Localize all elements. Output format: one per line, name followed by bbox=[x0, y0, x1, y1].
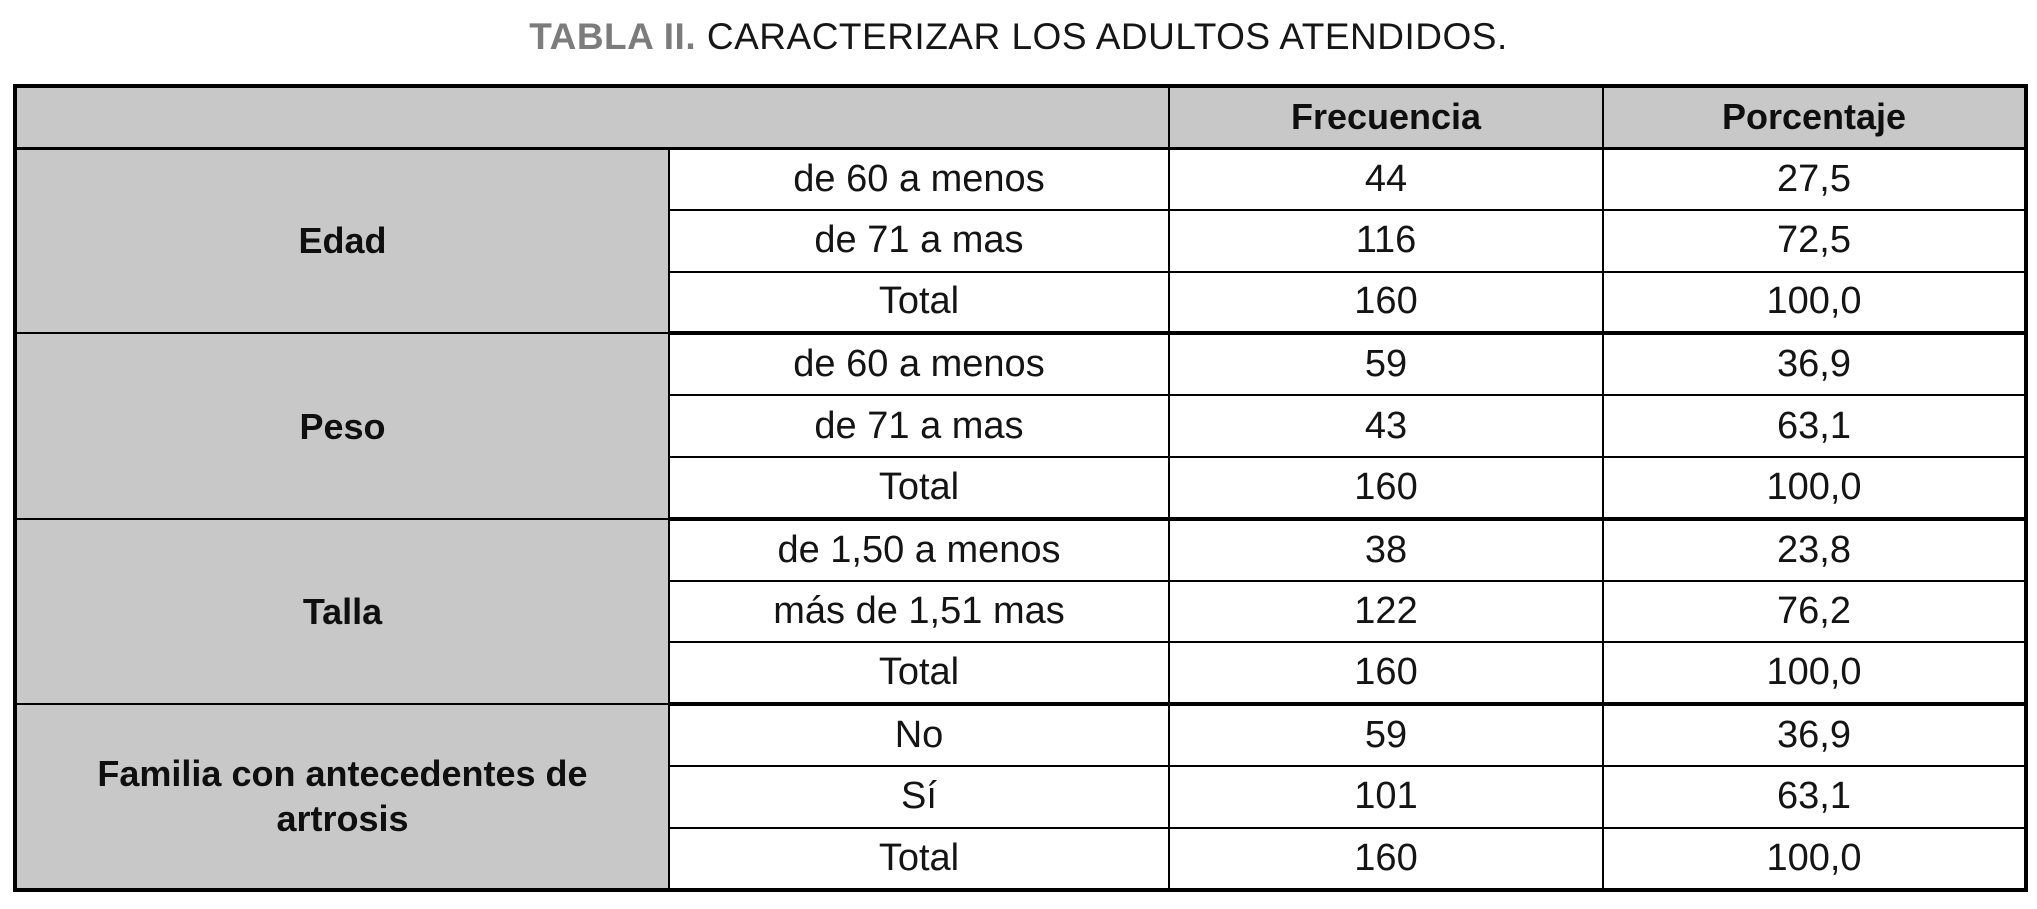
frequency-cell: 59 bbox=[1169, 704, 1603, 766]
table-row bbox=[15, 704, 2026, 766]
table-title bbox=[0, 16, 2037, 58]
group-label-talla: Talla bbox=[15, 519, 669, 704]
header-empty-cell bbox=[15, 86, 1169, 148]
category-cell: de 71 a mas bbox=[669, 210, 1169, 272]
category-cell: de 60 a menos bbox=[669, 333, 1169, 395]
frequency-cell: 38 bbox=[1169, 519, 1603, 581]
table-row bbox=[15, 148, 2026, 210]
frequency-cell: 160 bbox=[1169, 457, 1603, 519]
percentage-cell: 36,9 bbox=[1603, 704, 2026, 766]
group-label-familia-antecedentes: Familia con antecedentes de artrosis bbox=[15, 704, 669, 889]
table-row bbox=[15, 333, 2026, 395]
percentage-cell: 27,5 bbox=[1603, 148, 2026, 210]
percentage-cell: 100,0 bbox=[1603, 828, 2026, 890]
header-row bbox=[15, 86, 2026, 148]
percentage-cell: 63,1 bbox=[1603, 766, 2026, 828]
percentage-cell: 72,5 bbox=[1603, 210, 2026, 272]
category-cell: de 60 a menos bbox=[669, 148, 1169, 210]
group-label-edad: Edad bbox=[15, 148, 669, 333]
frequency-cell: 44 bbox=[1169, 148, 1603, 210]
group-label-peso: Peso bbox=[15, 333, 669, 518]
category-cell: de 71 a mas bbox=[669, 395, 1169, 457]
table-title-number: TABLA II. bbox=[529, 16, 697, 57]
category-cell: Total bbox=[669, 272, 1169, 334]
frequency-cell: 43 bbox=[1169, 395, 1603, 457]
category-cell: No bbox=[669, 704, 1169, 766]
table-row bbox=[15, 519, 2026, 581]
category-cell: Total bbox=[669, 642, 1169, 704]
category-cell: Sí bbox=[669, 766, 1169, 828]
characterization-table bbox=[13, 84, 2028, 892]
percentage-cell: 23,8 bbox=[1603, 519, 2026, 581]
category-cell: Total bbox=[669, 828, 1169, 890]
percentage-cell: 100,0 bbox=[1603, 457, 2026, 519]
table-title-caption: CARACTERIZAR LOS ADULTOS ATENDIDOS. bbox=[706, 16, 1508, 57]
percentage-cell: 100,0 bbox=[1603, 272, 2026, 334]
category-cell: de 1,50 a menos bbox=[669, 519, 1169, 581]
category-cell: Total bbox=[669, 457, 1169, 519]
category-cell: más de 1,51 mas bbox=[669, 581, 1169, 643]
header-frequency: Frecuencia bbox=[1169, 86, 1603, 148]
frequency-cell: 101 bbox=[1169, 766, 1603, 828]
frequency-cell: 116 bbox=[1169, 210, 1603, 272]
frequency-cell: 122 bbox=[1169, 581, 1603, 643]
frequency-cell: 160 bbox=[1169, 828, 1603, 890]
frequency-cell: 160 bbox=[1169, 272, 1603, 334]
percentage-cell: 63,1 bbox=[1603, 395, 2026, 457]
header-percentage: Porcentaje bbox=[1603, 86, 2026, 148]
percentage-cell: 36,9 bbox=[1603, 333, 2026, 395]
percentage-cell: 76,2 bbox=[1603, 581, 2026, 643]
frequency-cell: 160 bbox=[1169, 642, 1603, 704]
percentage-cell: 100,0 bbox=[1603, 642, 2026, 704]
frequency-cell: 59 bbox=[1169, 333, 1603, 395]
